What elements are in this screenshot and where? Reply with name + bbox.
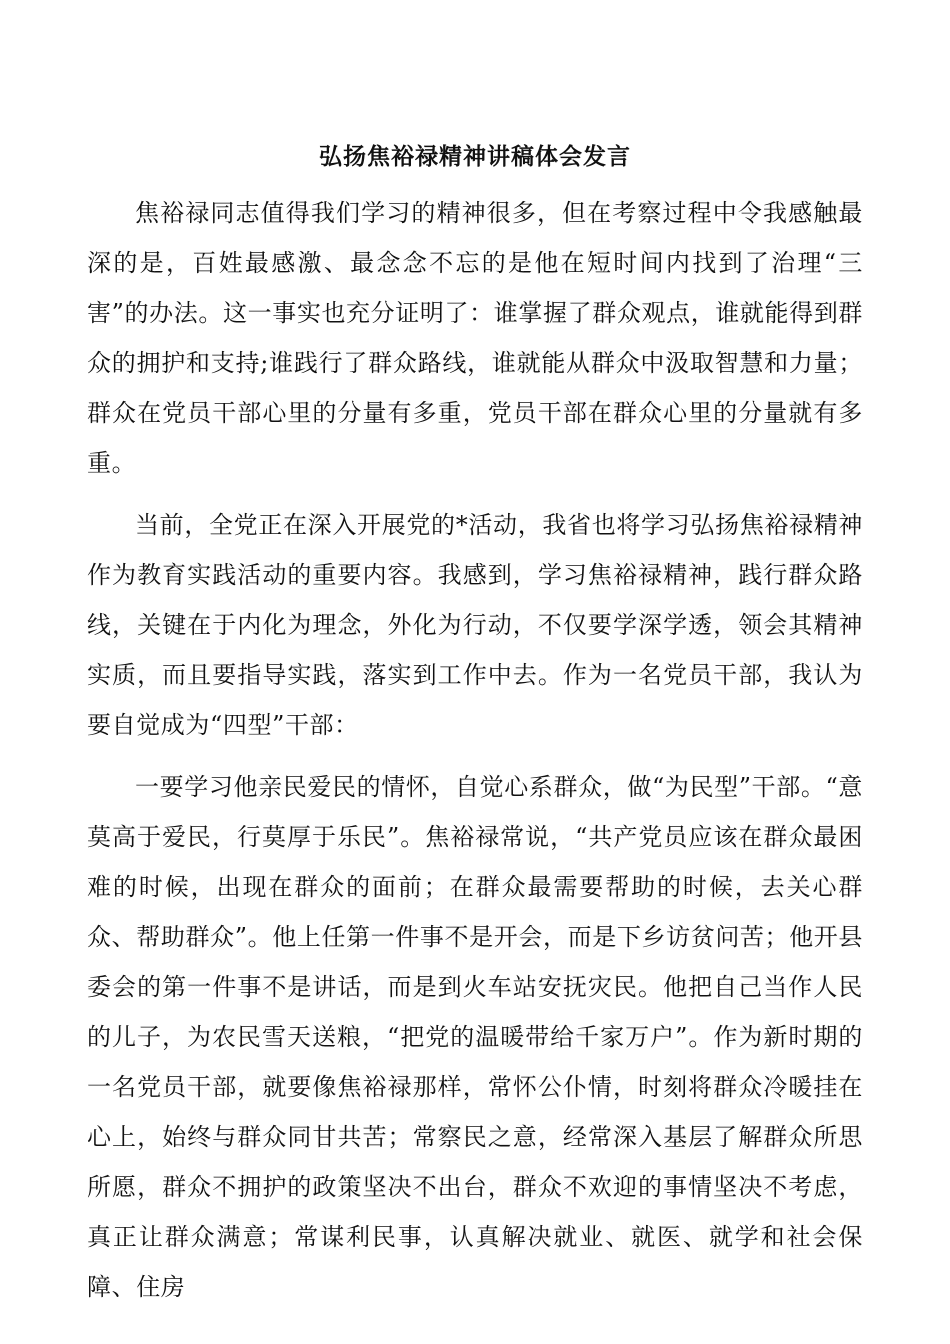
document-body	[87, 188, 863, 1324]
paragraph-2: 当前，全党正在深入开展党的*活动，我省也将学习弘扬焦裕禄精神作为教育实践活动的重要内容。我感到，学习焦裕禄精神，践行群众路线，关键在于内化为理念，外化为行动，不仅要学深学透，领会其精神实质，而且要指导实践，落实到工作中去。作为一名党员干部，我认为要自觉成为“四型”干部：	[87, 511, 863, 739]
paragraph-1: 焦裕禄同志值得我们学习的精神很多，但在考察过程中令我感触最深的是，百姓最感激、最念念不忘的是他在短时间内找到了治理“三害”的办法。这一事实也充分证明了：谁掌握了群众观点，谁就能得到群众的拥护和支持;谁践行了群众路线，谁就能从群众中汲取智慧和力量；群众在党员干部心里的分量有多重，党员干部在群众心里的分量就有多重。	[87, 199, 863, 477]
document-title: 弘扬焦裕禄精神讲稿体会发言	[319, 143, 631, 170]
paragraph-3: 一要学习他亲民爱民的情怀，自觉心系群众，做“为民型”干部。“意莫高于爱民，行莫厚于乐民”。焦裕禄常说，“共产党员应该在群众最困难的时候，出现在群众的面前；在群众最需要帮助的时候，去关心群众、帮助群众”。他上任第一件事不是开会，而是下乡访贫问苦；他开县委会的第一件事不是讲话，而是到火车站安抚灾民。他把自己当作人民的儿子，为农民雪天送粮，“把党的温暖带给千家万户”。作为新时期的一名党员干部，就要像焦裕禄那样，常怀公仆情，时刻将群众冷暖挂在心上，始终与群众同甘共苦；常察民之意，经常深入基层了解群众所思所愿，群众不拥护的政策坚决不出台，群众不欢迎的事情坚决不考虑，真正让群众满意；常谋利民事，认真解决就业、就医、就学和社会保障、住房	[87, 773, 863, 1301]
